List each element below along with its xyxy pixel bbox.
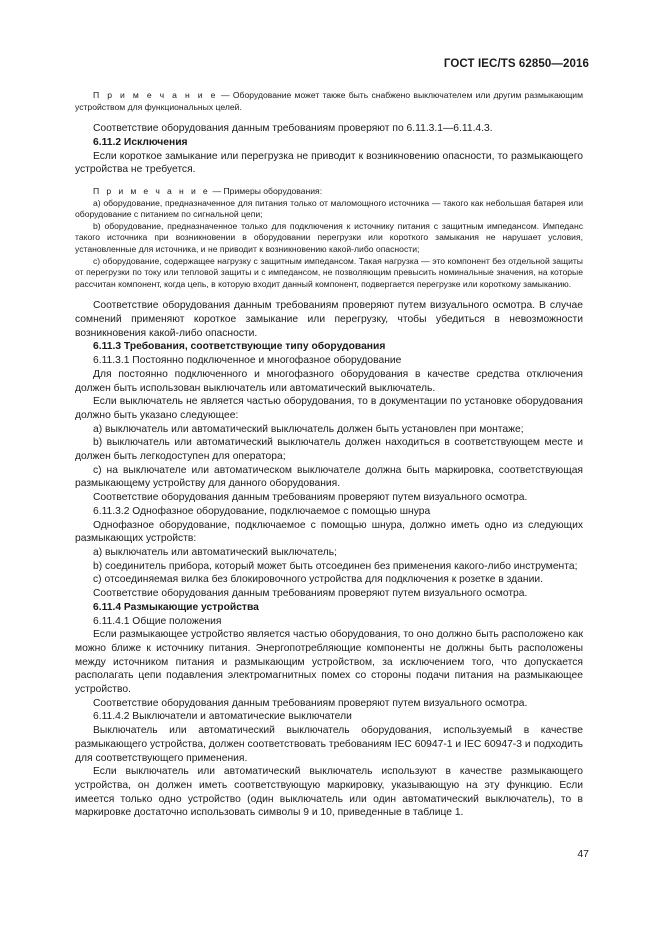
paragraph: Для постоянно подключенного и многофазного оборудования в качестве средства отключения должен быть использован выключатель или автоматический выключатель. — [75, 368, 583, 394]
note-list-item: b) оборудование, предназначенное только для подключения к источнику питания с защитным импедансом. Импеданс такого источника при возникновении в оборудовании перегрузки или короткого замыкания не нарушает условия, установленные для источника, и не приводит к возникновению какой-либо опасности; — [75, 220, 583, 254]
paragraph: Если короткое замыкание или перегрузка не приводит к возникновению опасности, то размыкающего устройства не требуется. — [75, 150, 583, 176]
list-item: c) на выключателе или автоматическом выключателе должна быть маркировка, соответствующая размыкающему устройству для данного оборудования. — [75, 464, 583, 490]
paragraph: Если выключатель или автоматический выключатель используют в качестве размыкающего устройства, он должен иметь соответствующую маркировку, указывающую на эту функцию. Если имеется только одно устройство (один выключатель или один автоматический выключатель), то в маркировке достаточно использовать символы 9 и 10, приведенные в таблице 1. — [75, 766, 583, 819]
page-number: 47 — [577, 848, 589, 860]
document-header: ГОСТ IEC/TS 62850—2016 — [443, 58, 589, 70]
subsection-heading: 6.11.4.1 Общие положения — [93, 615, 222, 627]
note-text: — Примеры оборудования: — [210, 186, 323, 196]
paragraph: Если выключатель не является частью оборудования, то в документации по установке оборудования должно быть указано следующее: — [75, 396, 583, 421]
subsection-heading: 6.11.3.1 Постоянно подключенное и многофазное оборудование — [93, 355, 402, 367]
note-label: П р и м е ч а н и е — [93, 186, 211, 196]
note-paragraph — [75, 90, 583, 113]
section-heading: 6.11.4 Размыкающие устройства — [93, 601, 259, 613]
note-text: — Оборудование может также быть снабжено выключателем или другим размыкающим устройством для функциональных целей. — [75, 90, 583, 112]
note-label: П р и м е ч а н и е — [93, 90, 218, 100]
paragraph: Соответствие оборудования данным требованиям проверяют путем визуального осмотра. — [93, 492, 528, 504]
paragraph: Однофазное оборудование, подключаемое с помощью шнура, должно иметь одно из следующих размыкающих устройств: — [75, 519, 583, 545]
list-item: a) выключатель или автоматический выключатель; — [93, 547, 338, 558]
document-body — [75, 90, 583, 820]
note-paragraph — [75, 186, 583, 198]
list-item: a) выключатель или автоматический выключатель должен быть установлен при монтаже; — [93, 423, 524, 435]
list-item: c) отсоединяемая вилка без блокировочного устройства для подключения к розетке в здании. — [93, 574, 543, 586]
list-item: b) соединитель прибора, который может быть отсоединен без применения какого-либо инструмента; — [93, 560, 578, 572]
paragraph: Соответствие оборудования данным требованиям проверяют путем визуального осмотра. — [93, 697, 528, 709]
section-heading: 6.11.3 Требования, соответствующие типу оборудования — [93, 341, 386, 353]
subsection-heading: 6.11.4.2 Выключатели и автоматические выключатели — [93, 711, 352, 723]
paragraph: Соответствие оборудования данным требованиям проверяют путем визуального осмотра. В случае сомнений применяют короткое замыкание или перегрузку, чтобы убедиться в невозможности возникновения какой-либо опасности. — [75, 300, 583, 339]
paragraph: Соответствие оборудования данным требованиям проверяют по 6.11.3.1—6.11.4.3. — [93, 123, 493, 135]
note-list-item: c) оборудование, содержащее нагрузку с защитным импедансом. Такая нагрузка — это компонент без отдельной защиты от перегрузки по току или тепловой защиты и с импедансом, не позволяющим превысить номинальные значения, на которые рассчитан компонент, когда цепь, в которую входит данный компонент, подвергается перегрузке или короткому замыканию. — [75, 255, 583, 289]
note-list-item: a) оборудование, предназначенное для питания только от маломощного источника — такого как небольшая батарея или оборудование с питанием по сигнальной цепи; — [75, 197, 583, 220]
paragraph: Соответствие оборудования данным требованиям проверяют путем визуального осмотра. — [93, 588, 528, 600]
paragraph: Выключатель или автоматический выключатель оборудования, используемый в качестве размыкающего устройства, должен соответствовать требованиям IEC 60947-1 и IEC 60947-3 и подходить для соответствующего применения. — [75, 725, 583, 764]
section-heading: 6.11.2 Исключения — [93, 136, 188, 148]
list-item: b) выключатель или автоматический выключатель должен находиться в соответствующем месте и должен быть легкодоступен для оператора; — [75, 437, 583, 463]
subsection-heading: 6.11.3.2 Однофазное оборудование, подключаемое с помощью шнура — [93, 505, 431, 517]
paragraph: Если размыкающее устройство является частью оборудования, то оно должно быть расположено как можно ближе к источнику питания. Энергопотребляющие компоненты не должны быть расположены между источником питания и размыкающим устройством, за исключением того, что допускается располагать цепи подавления электромагнитных помех со стороны подачи питания на размыкающее устройство. — [75, 629, 583, 696]
